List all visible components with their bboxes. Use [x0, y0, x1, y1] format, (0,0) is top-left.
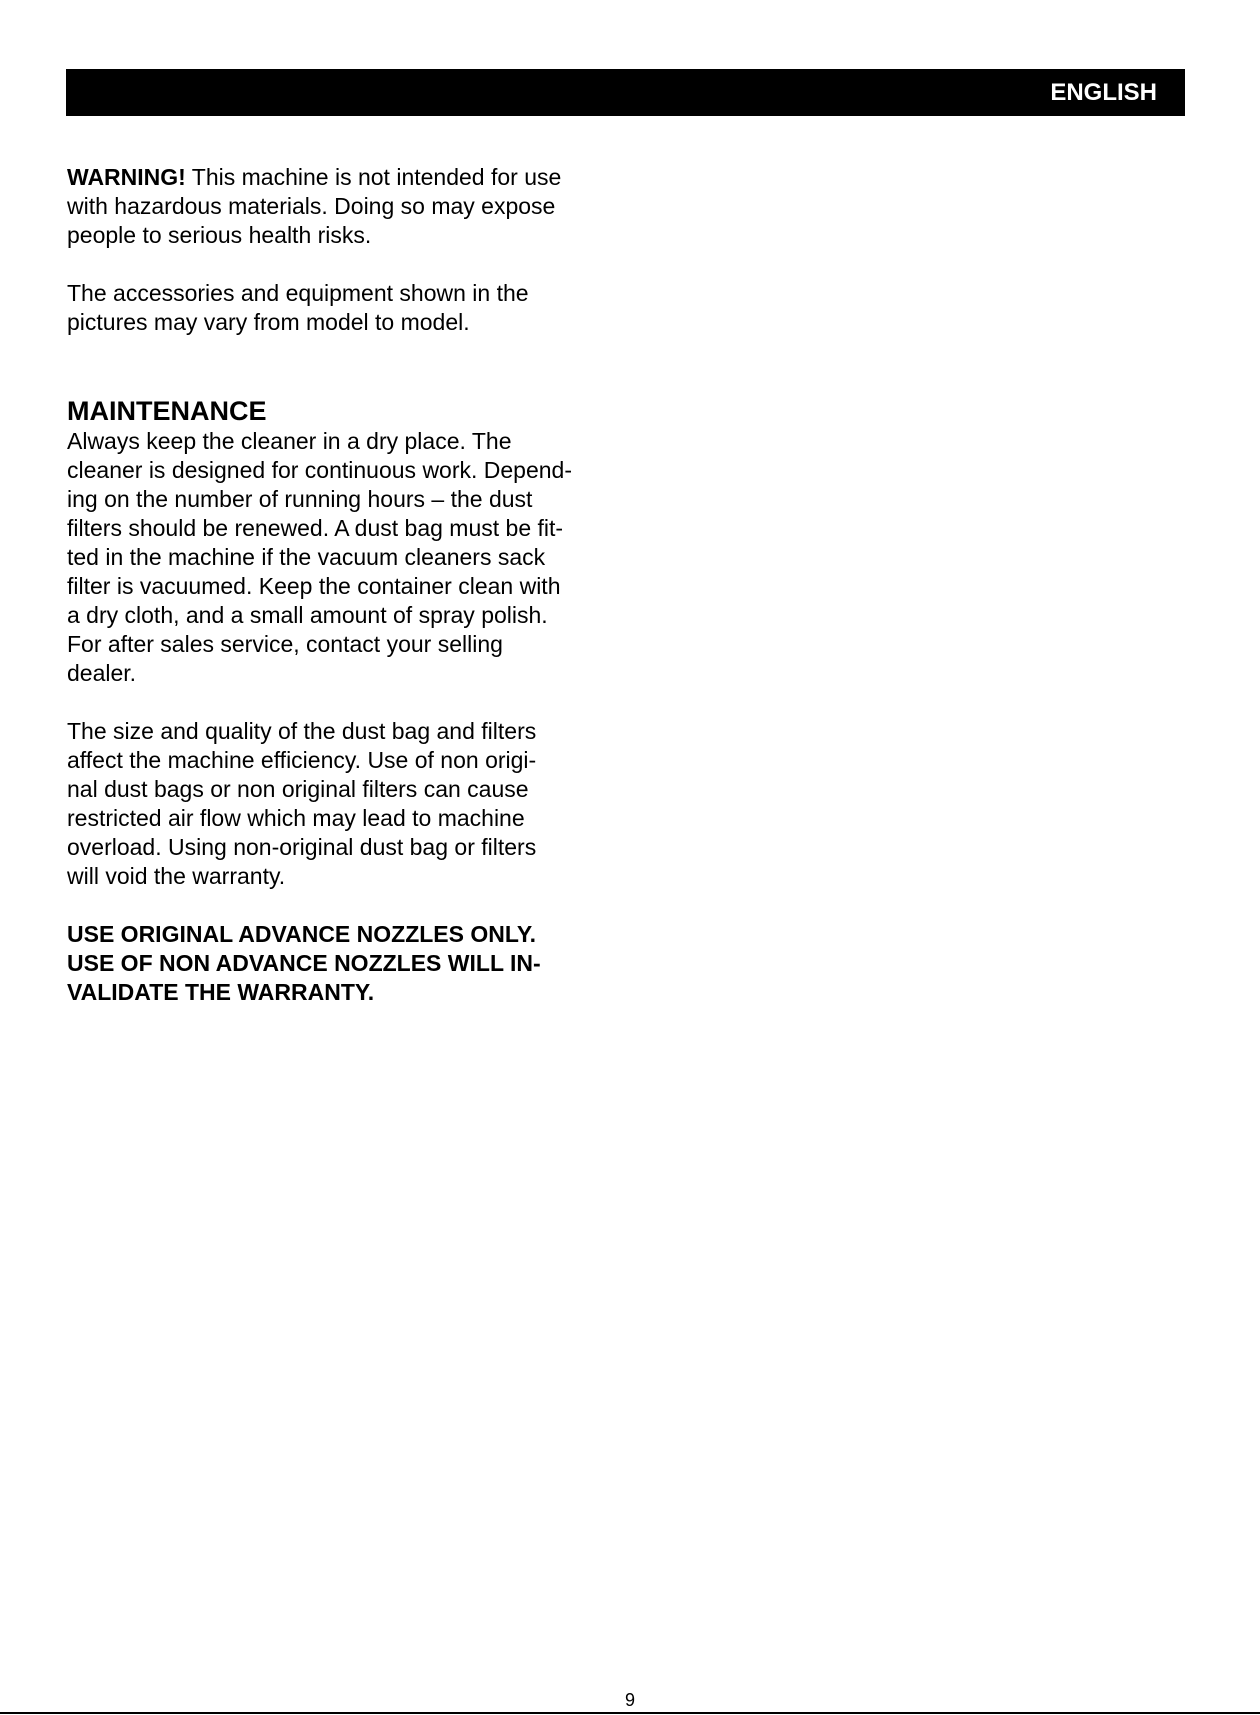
warning-label: WARNING! [67, 164, 186, 190]
page-number: 9 [624, 1690, 635, 1710]
header-bar [66, 69, 1185, 116]
warning-paragraph [67, 163, 627, 250]
footer-rule [0, 1712, 1260, 1714]
accessories-note: The accessories and equipment shown in the pictures may vary from model to model. [67, 280, 529, 335]
maintenance-heading: MAINTENANCE [67, 396, 267, 426]
language-label: ENGLISH [1050, 79, 1157, 106]
maintenance-paragraph-2: The size and quality of the dust bag and filters affect the machine efficiency. Use of non origi- nal dust bags or non original filters can cause restricted air flow which may lead to machine overload. Using non-original dust bag or filters will void the warranty. [67, 718, 537, 889]
maintenance-paragraph-1: Always keep the cleaner in a dry place. The cleaner is designed for continuous work. Depend- ing on the number of running hours – the dust filters should be renewed. A dust bag must be fit- ted in the machine if the vacuum cleaners sack filter is vacuumed. Keep the container clean with a dry cloth, and a small amount of spray polish. For after sales service, contact your selling dealer. [67, 428, 573, 686]
page-content [67, 163, 627, 1007]
warning-text: This machine is not intended for use with hazardous materials. Doing so may expose people to serious health risks. [67, 164, 562, 248]
nozzle-warranty-notice: USE ORIGINAL ADVANCE NOZZLES ONLY. USE OF NON ADVANCE NOZZLES WILL IN- VALIDATE THE WARRANTY. [67, 921, 541, 1005]
